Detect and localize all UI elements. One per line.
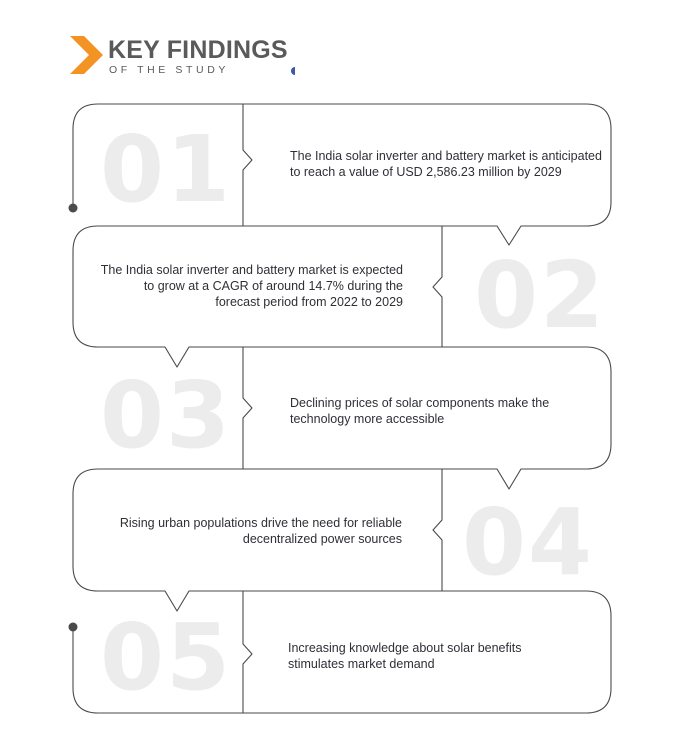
start-dot: [69, 204, 78, 213]
finding-3-text: Declining prices of solar components make the technology more accessible: [290, 396, 550, 426]
finding-5-number: 05: [100, 604, 233, 711]
finding-1-number: 01: [100, 116, 233, 223]
finding-2-text: The India solar inverter and battery market is expected to grow at a CAGR of around 14.7% during the forecast period from 2022 to 2029: [100, 263, 403, 309]
finding-3-number: 03: [100, 362, 233, 469]
finding-1-text: The India solar inverter and battery market is anticipated to reach a value of USD 2,586.23 million by 2029: [290, 149, 602, 179]
finding-4-text: Rising urban populations drive the need for reliable decentralized power sources: [119, 516, 402, 546]
end-dot: [69, 623, 78, 632]
finding-2-number: 02: [474, 242, 607, 349]
finding-4-number: 04: [462, 489, 595, 596]
page-subtitle: OF THE STUDY: [109, 64, 230, 76]
page-title: KEY FINDINGS: [108, 36, 288, 64]
finding-5-text: Increasing knowledge about solar benefits stimulates market demand: [288, 641, 522, 671]
